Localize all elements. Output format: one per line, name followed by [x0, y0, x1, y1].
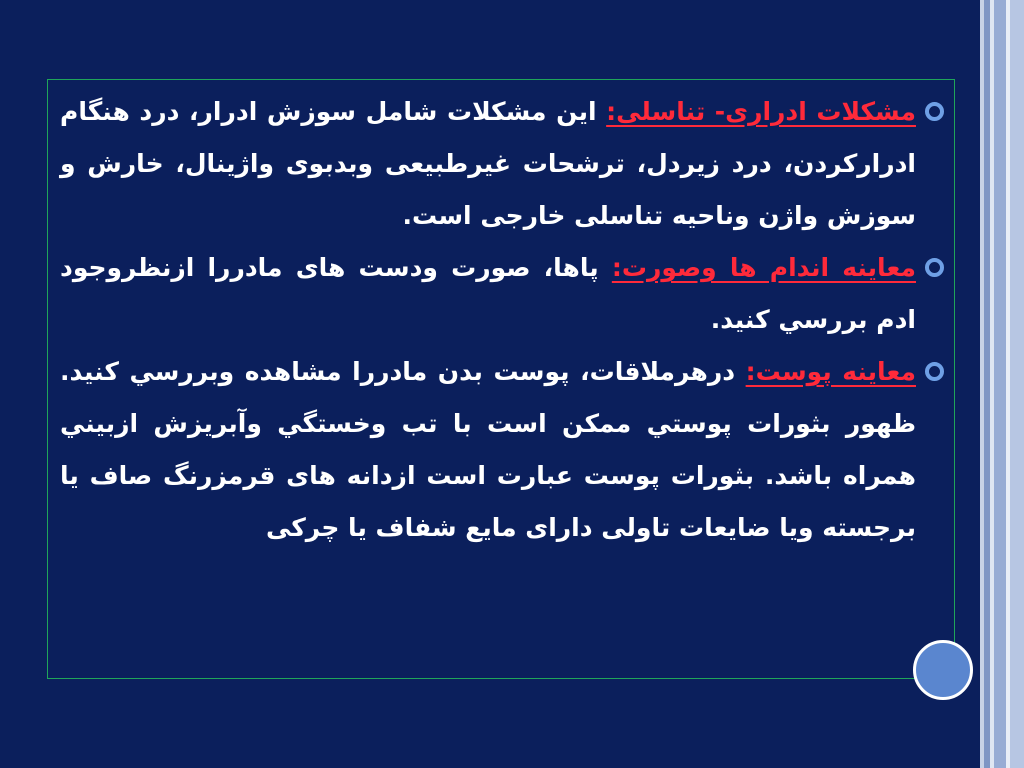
hollow-circle-bullet-icon — [925, 258, 944, 277]
bullet-text: این مشکلات شامل سوزش ادرار، درد هنگام ادرارکردن، درد زیردل، ترشحات غیرطبیعی وبدبوی واژینال، خارش و سوزش واژن وناحیه تناسلی خارجی است. — [60, 97, 916, 230]
decorative-circle — [913, 640, 973, 700]
bullet-item-urinary-problems — [60, 86, 946, 242]
bullet-item-limbs-face-exam — [60, 242, 946, 346]
bullet-text: درهرملاقات، پوست بدن مادررا مشاهده وبررسي کنید. ظهور بثورات پوستي ممکن است با تب وخستگي وآبریزش ازبیني همراه باشد. بثورات پوست عبارت است ازدانه های قرمزرنگ صاف یا برجسته ویا ضایعات تاولی دارای مایع شفاف یا چرکی — [60, 357, 916, 542]
bullet-heading: معاینه اندام ها وصورت: — [611, 253, 916, 282]
bullet-item-skin-exam — [60, 346, 946, 554]
bullet-heading: مشکلات ادراری- تناسلی: — [606, 97, 916, 126]
edge-stripe — [994, 0, 1006, 768]
bullet-text: پاها، صورت ودست های مادررا ازنظروجود ادم بررسي کنید. — [60, 253, 916, 334]
bullet-heading: معاینه پوست: — [745, 357, 916, 386]
edge-stripe — [1010, 0, 1024, 768]
hollow-circle-bullet-icon — [925, 362, 944, 381]
bullet-list — [60, 86, 946, 554]
hollow-circle-bullet-icon — [925, 102, 944, 121]
